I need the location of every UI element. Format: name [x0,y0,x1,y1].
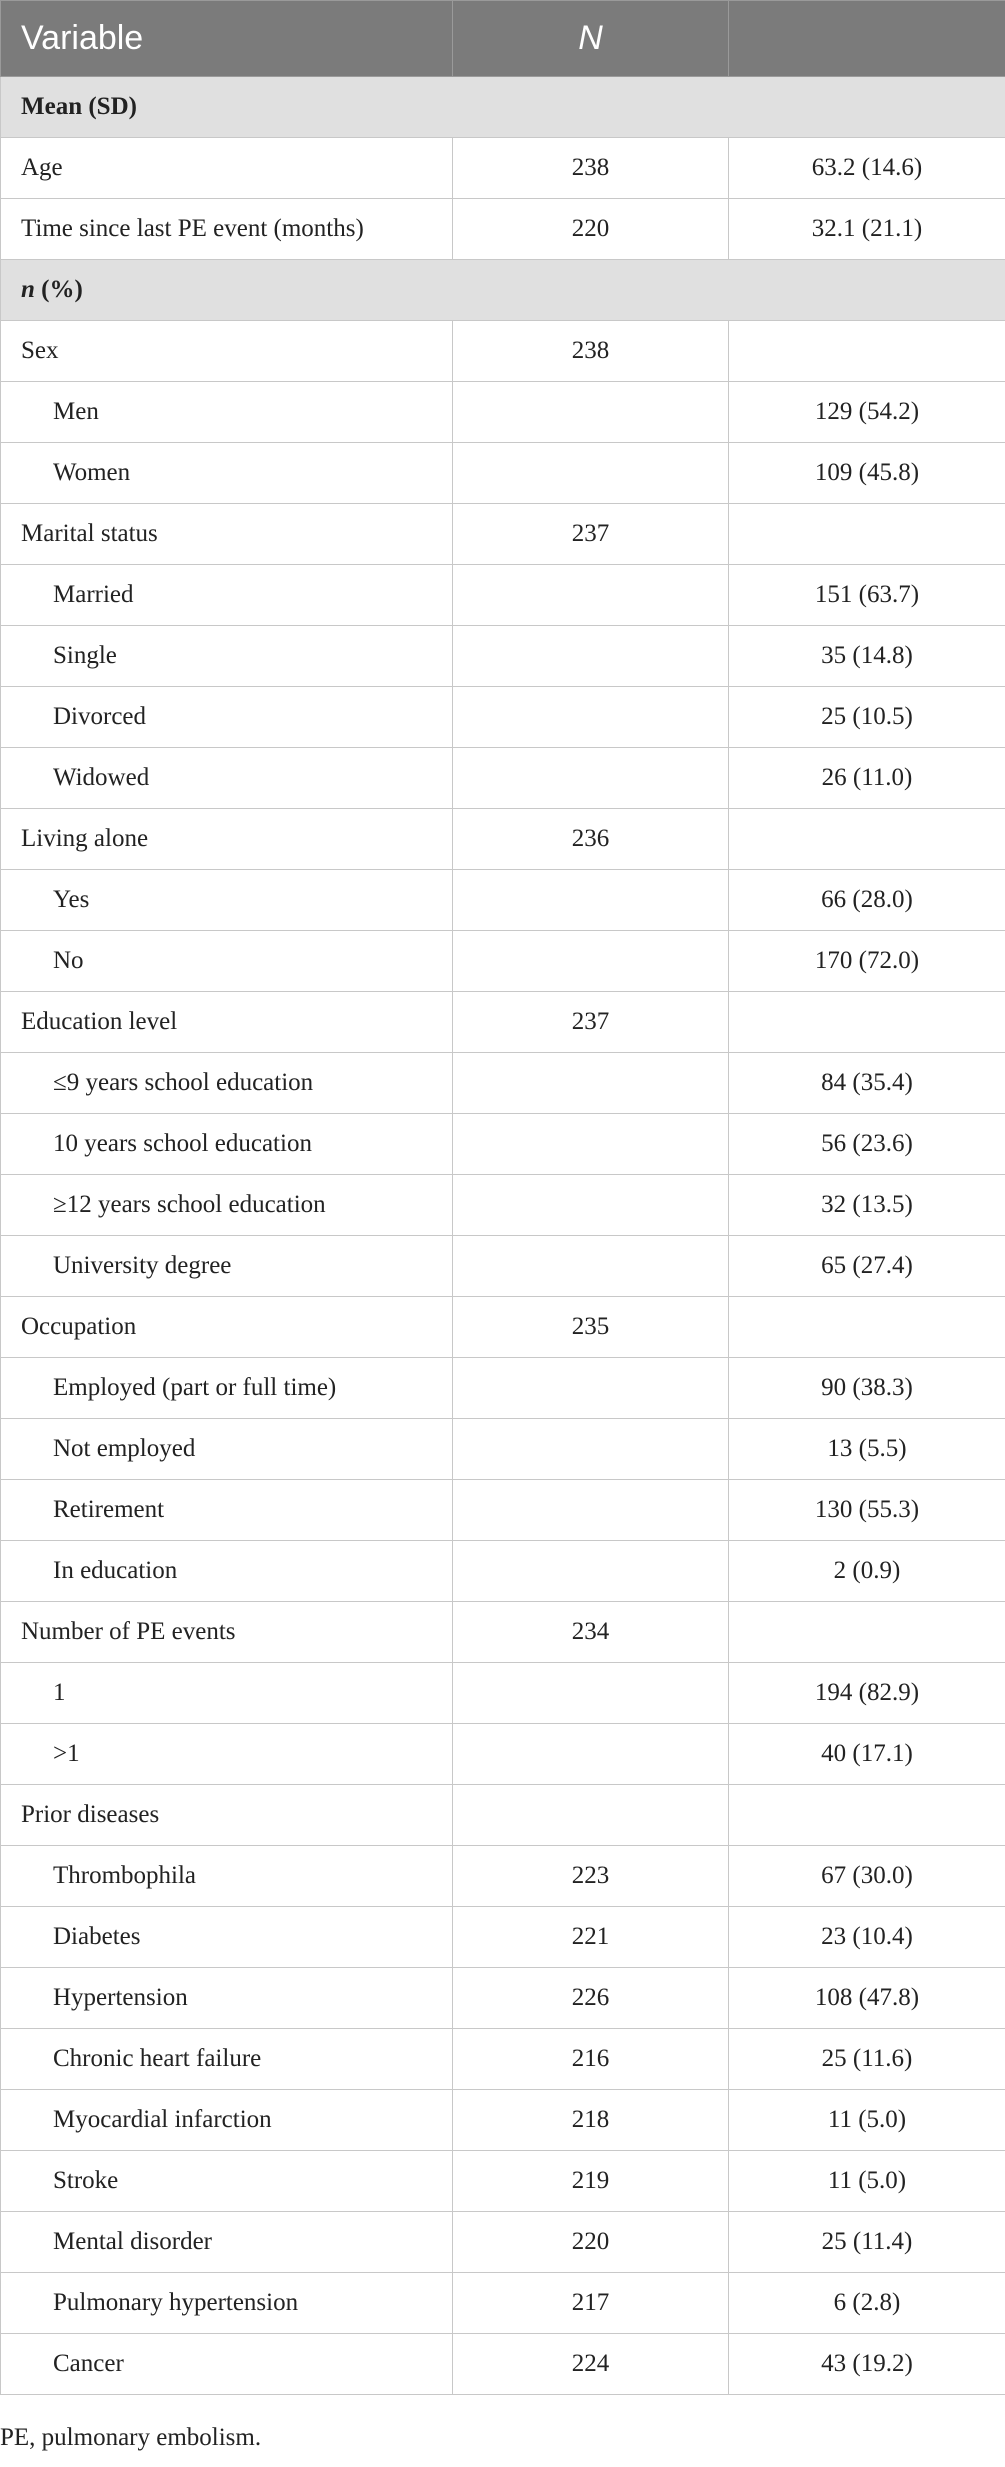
variable-cell: 1 [1,1663,453,1724]
variable-cell: Yes [1,870,453,931]
value-cell: 13 (5.5) [729,1419,1005,1480]
value-cell: 194 (82.9) [729,1663,1005,1724]
value-cell: 6 (2.8) [729,2273,1005,2334]
variable-cell: >1 [1,1724,453,1785]
subcategory-row [1,1419,1005,1480]
variable-cell: ≤9 years school education [1,1053,453,1114]
subcategory-row [1,626,1005,687]
n-cell: 235 [453,1297,729,1358]
subcategory-row [1,443,1005,504]
value-cell: 40 (17.1) [729,1724,1005,1785]
n-cell [453,1053,729,1114]
table-footnote: PE, pulmonary embolism. [0,2424,262,2451]
variable-row [1,504,1005,565]
subcategory-row [1,2212,1005,2273]
value-cell: 26 (11.0) [729,748,1005,809]
variable-cell: University degree [1,1236,453,1297]
subcategory-row [1,687,1005,748]
n-cell: 221 [453,1907,729,1968]
subcategory-row [1,2273,1005,2334]
value-cell: 66 (28.0) [729,870,1005,931]
value-cell: 129 (54.2) [729,382,1005,443]
variable-cell: Age [1,138,453,199]
variable-cell: Women [1,443,453,504]
subcategory-row [1,565,1005,626]
n-cell: 223 [453,1846,729,1907]
n-cell: 220 [453,2212,729,2273]
variable-cell: Cancer [1,2334,453,2395]
value-cell: 151 (63.7) [729,565,1005,626]
subcategory-row [1,1114,1005,1175]
n-cell [453,1114,729,1175]
value-cell: 25 (11.4) [729,2212,1005,2273]
subcategory-row [1,2029,1005,2090]
header-value [729,1,1005,77]
value-cell: 35 (14.8) [729,626,1005,687]
value-cell: 108 (47.8) [729,1968,1005,2029]
n-cell: 219 [453,2151,729,2212]
n-cell: 236 [453,809,729,870]
subcategory-row [1,1053,1005,1114]
variable-cell: Mental disorder [1,2212,453,2273]
variable-cell: Hypertension [1,1968,453,2029]
n-cell [453,1541,729,1602]
value-cell: 32 (13.5) [729,1175,1005,1236]
value-cell [729,809,1005,870]
variable-cell: Sex [1,321,453,382]
n-cell: 217 [453,2273,729,2334]
value-cell: 32.1 (21.1) [729,199,1005,260]
variable-cell: Stroke [1,2151,453,2212]
variable-cell: Occupation [1,1297,453,1358]
variable-row [1,809,1005,870]
value-cell [729,1785,1005,1846]
variable-cell: No [1,931,453,992]
subcategory-row [1,1358,1005,1419]
subcategory-row [1,1907,1005,1968]
variable-cell: Married [1,565,453,626]
subcategory-row [1,1541,1005,1602]
variable-row [1,138,1005,199]
variable-cell: Marital status [1,504,453,565]
subcategory-row [1,1663,1005,1724]
variable-cell: Employed (part or full time) [1,1358,453,1419]
subcategory-row [1,2334,1005,2395]
variable-row [1,1297,1005,1358]
value-cell: 2 (0.9) [729,1541,1005,1602]
subcategory-row [1,1480,1005,1541]
variable-cell: Number of PE events [1,1602,453,1663]
n-cell [453,443,729,504]
table-body [1,77,1005,2395]
header-variable: Variable [1,1,453,77]
n-cell [453,1236,729,1297]
subcategory-row [1,1724,1005,1785]
variable-cell: In education [1,1541,453,1602]
subcategory-row [1,2090,1005,2151]
n-cell [453,1724,729,1785]
value-cell: 65 (27.4) [729,1236,1005,1297]
section-label-italic: n [21,276,35,303]
variable-cell: Men [1,382,453,443]
subcategory-row [1,870,1005,931]
variable-cell: Myocardial infarction [1,2090,453,2151]
variable-cell: Thrombophila [1,1846,453,1907]
n-cell [453,748,729,809]
variable-cell: Education level [1,992,453,1053]
n-cell [453,870,729,931]
n-cell [453,1175,729,1236]
value-cell [729,992,1005,1053]
n-cell: 238 [453,138,729,199]
variable-cell: Living alone [1,809,453,870]
variable-row [1,992,1005,1053]
section-label-rest: (%) [34,276,83,303]
n-cell [453,1663,729,1724]
subcategory-row [1,1846,1005,1907]
n-cell [453,687,729,748]
header-n: N [453,1,729,77]
subcategory-row [1,1968,1005,2029]
subcategory-row [1,382,1005,443]
variable-cell: Single [1,626,453,687]
variable-row [1,321,1005,382]
value-cell: 43 (19.2) [729,2334,1005,2395]
variable-cell: Not employed [1,1419,453,1480]
value-cell: 90 (38.3) [729,1358,1005,1419]
section-row [1,260,1005,321]
variable-row [1,1602,1005,1663]
n-cell [453,1358,729,1419]
n-cell [453,1480,729,1541]
value-cell: 25 (11.6) [729,2029,1005,2090]
variable-row [1,199,1005,260]
variable-cell: Retirement [1,1480,453,1541]
subcategory-row [1,1236,1005,1297]
n-cell: 238 [453,321,729,382]
value-cell: 130 (55.3) [729,1480,1005,1541]
n-cell [453,931,729,992]
n-cell: 234 [453,1602,729,1663]
subcategory-row [1,931,1005,992]
value-cell: 84 (35.4) [729,1053,1005,1114]
n-cell: 220 [453,199,729,260]
value-cell: 11 (5.0) [729,2090,1005,2151]
value-cell: 56 (23.6) [729,1114,1005,1175]
variable-cell: Chronic heart failure [1,2029,453,2090]
n-cell [453,382,729,443]
value-cell [729,1602,1005,1663]
header-row [1,1,1005,77]
section-label: Mean (SD) [1,77,1005,138]
n-cell [453,565,729,626]
value-cell [729,1297,1005,1358]
n-cell: 216 [453,2029,729,2090]
value-cell: 67 (30.0) [729,1846,1005,1907]
variable-row [1,1785,1005,1846]
n-cell: 237 [453,504,729,565]
variable-cell: Prior diseases [1,1785,453,1846]
section-row [1,77,1005,138]
variable-cell: Diabetes [1,1907,453,1968]
variable-cell: ≥12 years school education [1,1175,453,1236]
n-cell: 218 [453,2090,729,2151]
variable-cell: Divorced [1,687,453,748]
variable-cell: 10 years school education [1,1114,453,1175]
subcategory-row [1,2151,1005,2212]
value-cell: 109 (45.8) [729,443,1005,504]
n-cell: 226 [453,1968,729,2029]
variable-cell: Time since last PE event (months) [1,199,453,260]
section-label [1,260,1005,321]
value-cell: 63.2 (14.6) [729,138,1005,199]
value-cell: 25 (10.5) [729,687,1005,748]
n-cell [453,626,729,687]
n-cell: 224 [453,2334,729,2395]
table-header [1,1,1005,77]
value-cell [729,504,1005,565]
variable-cell: Widowed [1,748,453,809]
value-cell: 23 (10.4) [729,1907,1005,1968]
subcategory-row [1,1175,1005,1236]
n-cell [453,1419,729,1480]
subcategory-row [1,748,1005,809]
n-cell [453,1785,729,1846]
value-cell [729,321,1005,382]
value-cell: 170 (72.0) [729,931,1005,992]
value-cell: 11 (5.0) [729,2151,1005,2212]
n-cell: 237 [453,992,729,1053]
variable-cell: Pulmonary hypertension [1,2273,453,2334]
